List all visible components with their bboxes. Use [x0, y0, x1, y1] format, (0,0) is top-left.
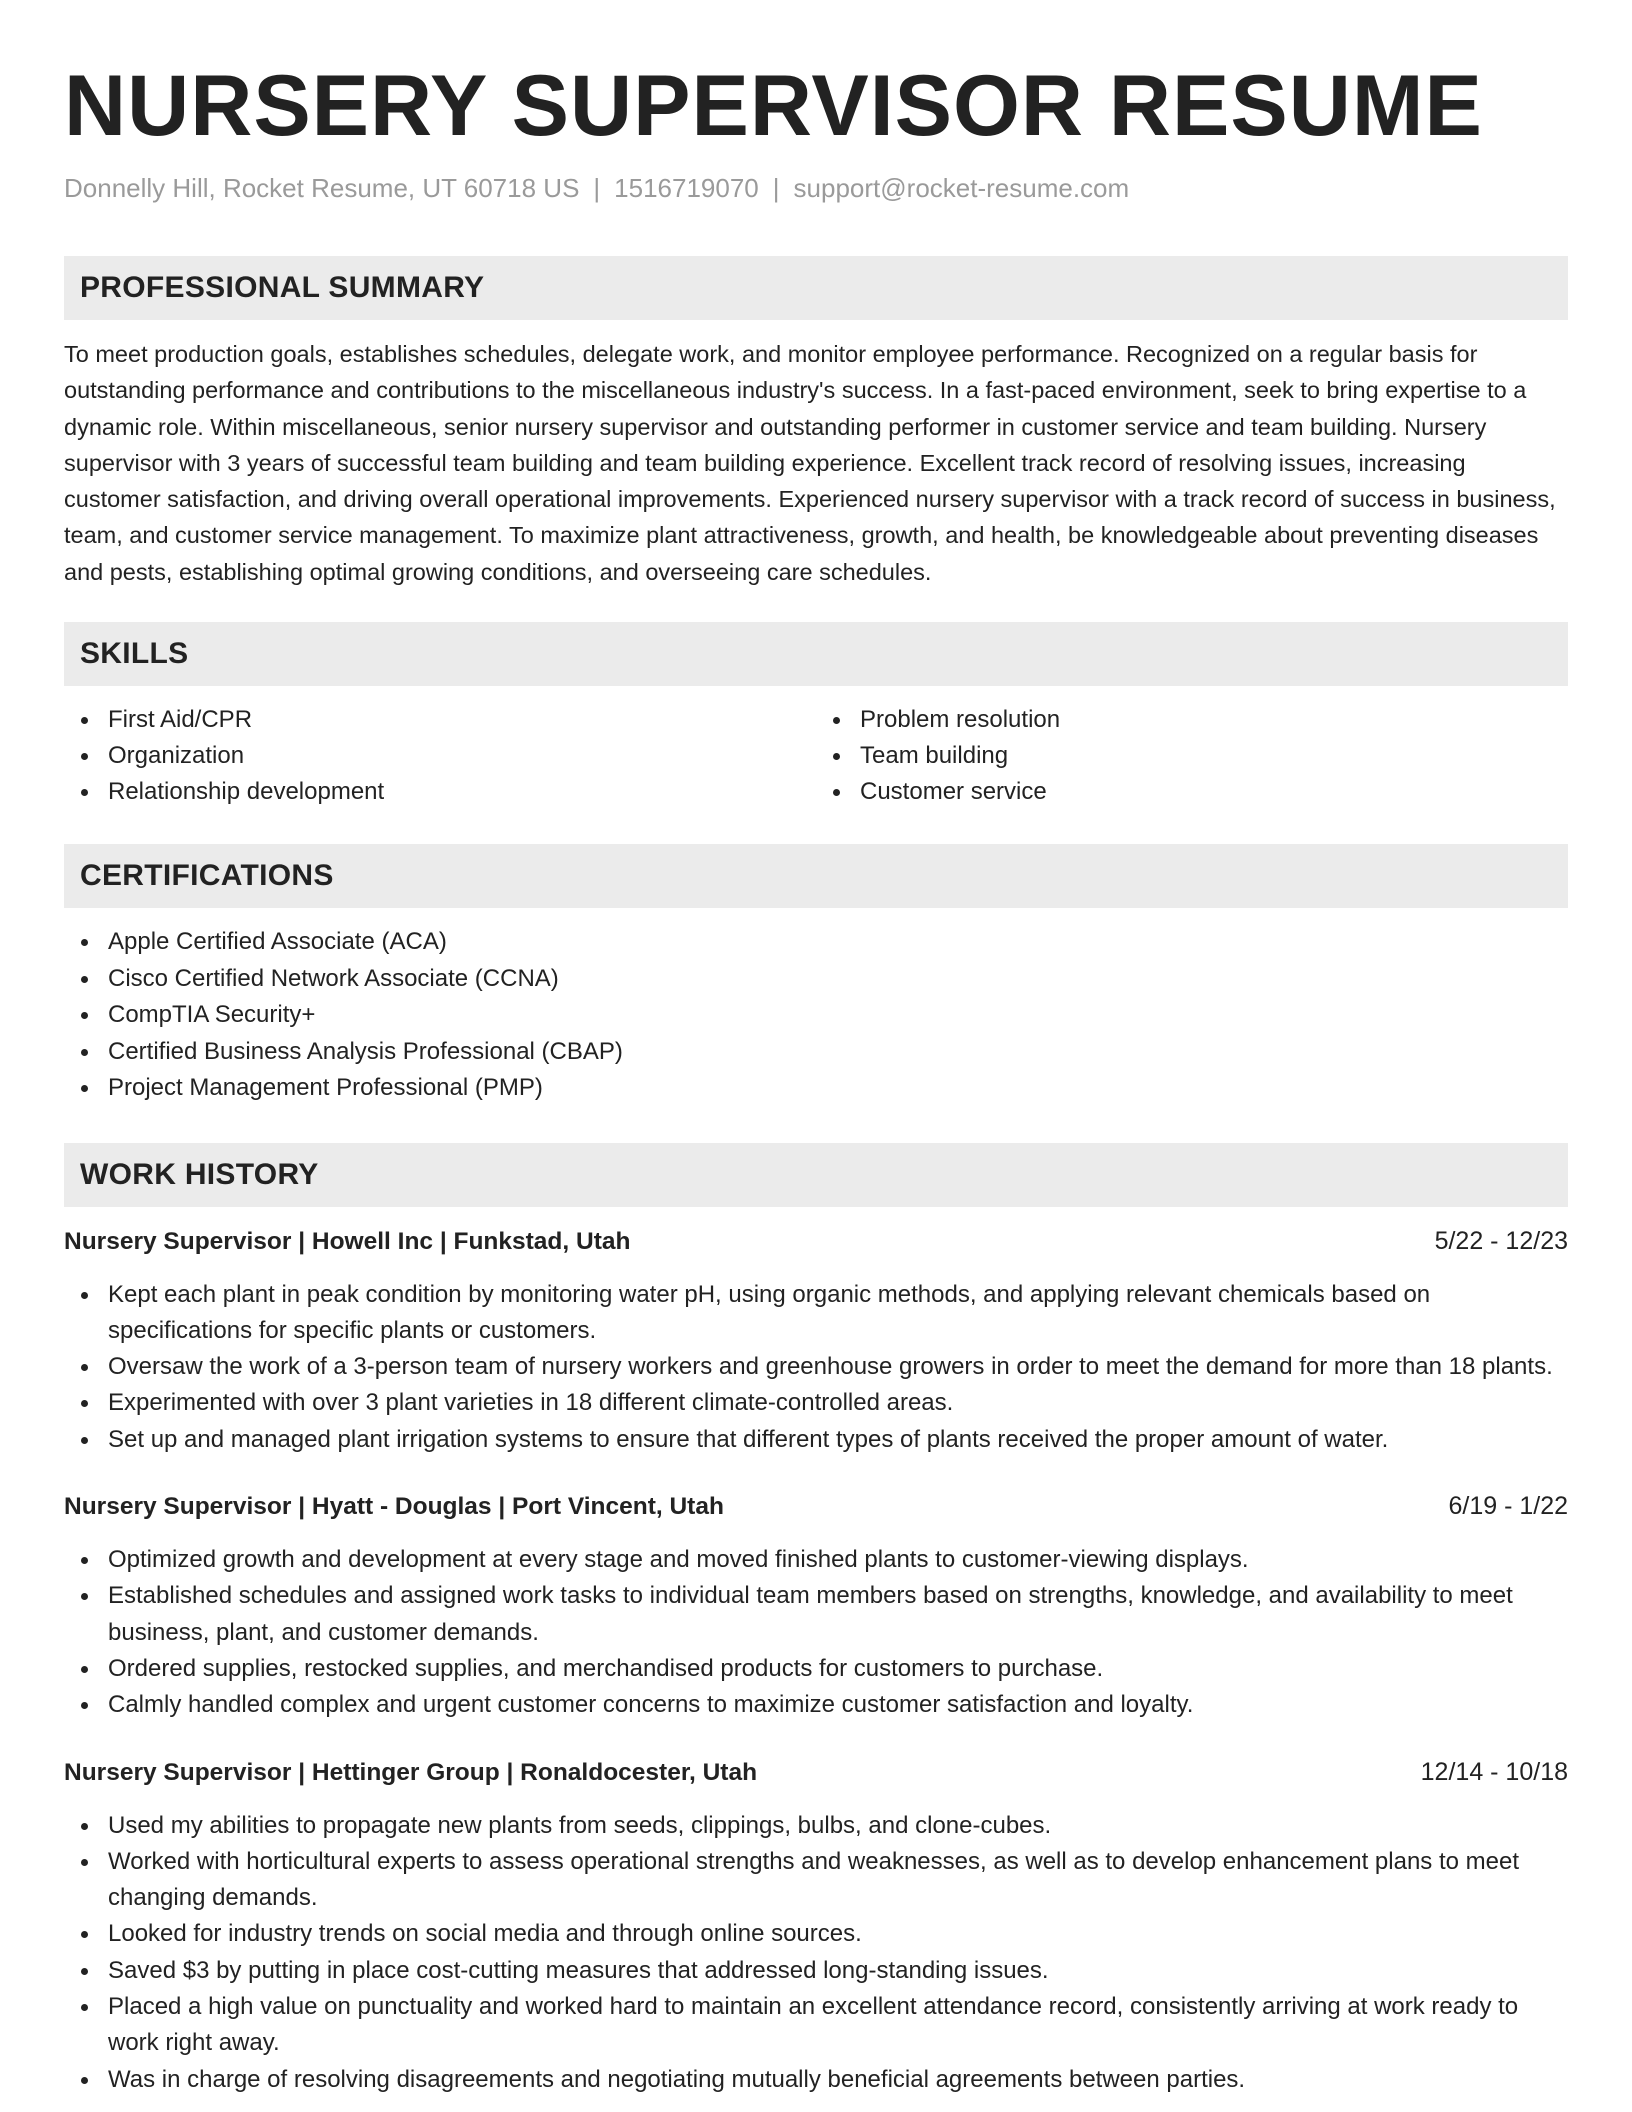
contact-separator: |: [772, 173, 780, 203]
job-bullet: Used my abilities to propagate new plants from seeds, clippings, bulbs, and clone-cubes.: [108, 1808, 1568, 1844]
resume-page: [64, 0, 1568, 2098]
contact-address: Donnelly Hill, Rocket Resume, UT 60718 US: [64, 173, 580, 203]
section-heading-summary: PROFESSIONAL SUMMARY: [64, 256, 1568, 320]
job-bullet-list: [64, 1277, 1568, 1458]
job-header: [64, 1492, 1568, 1532]
job-title: Nursery Supervisor | Hettinger Group | Ronaldocester, Utah: [64, 1758, 758, 1786]
certification-item: Certified Business Analysis Professional (CBAP): [108, 1034, 1568, 1071]
skill-item: Team building: [860, 738, 1568, 774]
job-bullet: Established schedules and assigned work tasks to individual team members based on strengths, knowledge, and availability to meet business, plant, and customer demands.: [108, 1578, 1568, 1651]
job-title: Nursery Supervisor | Howell Inc | Funkstad, Utah: [64, 1227, 631, 1255]
job-bullet: Experimented with over 3 plant varieties in 18 different climate-controlled areas.: [108, 1385, 1568, 1421]
certification-item: Cisco Certified Network Associate (CCNA): [108, 961, 1568, 998]
resume-title: NURSERY SUPERVISOR RESUME: [64, 58, 1483, 154]
skill-item: Customer service: [860, 774, 1568, 810]
job-bullet: Placed a high value on punctuality and worked hard to maintain an excellent attendance record, consistently arriving at work ready to work right away.: [108, 1989, 1568, 2062]
job-bullet: Looked for industry trends on social media and through online sources.: [108, 1916, 1568, 1952]
skill-item: First Aid/CPR: [108, 702, 816, 738]
job-bullet: Kept each plant in peak condition by monitoring water pH, using organic methods, and applying relevant chemicals based on specifications for specific plants or customers.: [108, 1277, 1568, 1350]
job-bullet: Set up and managed plant irrigation systems to ensure that different types of plants received the proper amount of water.: [108, 1422, 1568, 1458]
skill-item: Problem resolution: [860, 702, 1568, 738]
certification-item: Apple Certified Associate (ACA): [108, 924, 1568, 961]
job-bullet: Saved $3 by putting in place cost-cutting measures that addressed long-standing issues.: [108, 1953, 1568, 1989]
contact-separator: |: [593, 173, 601, 203]
section-heading-certifications: CERTIFICATIONS: [64, 844, 1568, 908]
job-bullet: Optimized growth and development at every stage and moved finished plants to customer-viewing displays.: [108, 1542, 1568, 1578]
job-header: [64, 1758, 1568, 1798]
job-bullet: Was in charge of resolving disagreements and negotiating mutually beneficial agreements between parties.: [108, 2062, 1568, 2098]
job-title: Nursery Supervisor | Hyatt - Douglas | Port Vincent, Utah: [64, 1493, 724, 1521]
job-bullet-list: [64, 1542, 1568, 1723]
skills-list: [64, 702, 1568, 810]
certification-item: CompTIA Security+: [108, 997, 1568, 1034]
job-entry: [64, 1758, 1568, 2098]
job-bullet-list: [64, 1808, 1568, 2098]
skills-column-left: [64, 702, 816, 810]
job-header: [64, 1227, 1568, 1267]
job-bullet: Ordered supplies, restocked supplies, and merchandised products for customers to purchase.: [108, 1651, 1568, 1687]
skill-item: Relationship development: [108, 774, 816, 810]
contact-email[interactable]: support@rocket-resume.com: [793, 173, 1130, 203]
certification-item: Project Management Professional (PMP): [108, 1070, 1568, 1107]
certifications-list: [64, 924, 1568, 1107]
job-dates: 5/22 - 12/23: [1434, 1226, 1568, 1255]
summary-paragraph: To meet production goals, establishes schedules, delegate work, and monitor employee performance. Recognized on a regular basis for outstanding performance and contributions to the miscellaneous industry's success. In a fast-paced environment, seek to bring expertise to a dynamic role. Within miscellaneous, senior nursery supervisor and outstanding performer in customer service and team building. Nursery supervisor with 3 years of successful team building and team building experience. Excellent track record of resolving issues, increasing customer satisfaction, and driving overall operational improvements. Experienced nursery supervisor with a track record of success in business, team, and customer service management. To maximize plant attractiveness, growth, and health, be knowledgeable about preventing diseases and pests, establishing optimal growing conditions, and overseeing care schedules.: [64, 341, 1556, 585]
job-dates: 6/19 - 1/22: [1448, 1492, 1568, 1521]
section-heading-work-history: WORK HISTORY: [64, 1143, 1568, 1207]
section-heading-skills: SKILLS: [64, 622, 1568, 686]
job-bullet: Oversaw the work of a 3-person team of nursery workers and greenhouse growers in order to meet the demand for more than 18 plants.: [108, 1349, 1568, 1385]
job-dates: 12/14 - 10/18: [1420, 1757, 1568, 1786]
job-bullet: Calmly handled complex and urgent customer concerns to maximize customer satisfaction and loyalty.: [108, 1687, 1568, 1723]
contact-line: [64, 170, 1568, 206]
job-bullet: Worked with horticultural experts to assess operational strengths and weaknesses, as well as to develop enhancement plans to meet changing demands.: [108, 1844, 1568, 1917]
contact-phone: 1516719070: [614, 173, 759, 203]
job-entry: [64, 1227, 1568, 1458]
skills-column-right: [816, 702, 1568, 810]
job-entry: [64, 1492, 1568, 1723]
skill-item: Organization: [108, 738, 816, 774]
